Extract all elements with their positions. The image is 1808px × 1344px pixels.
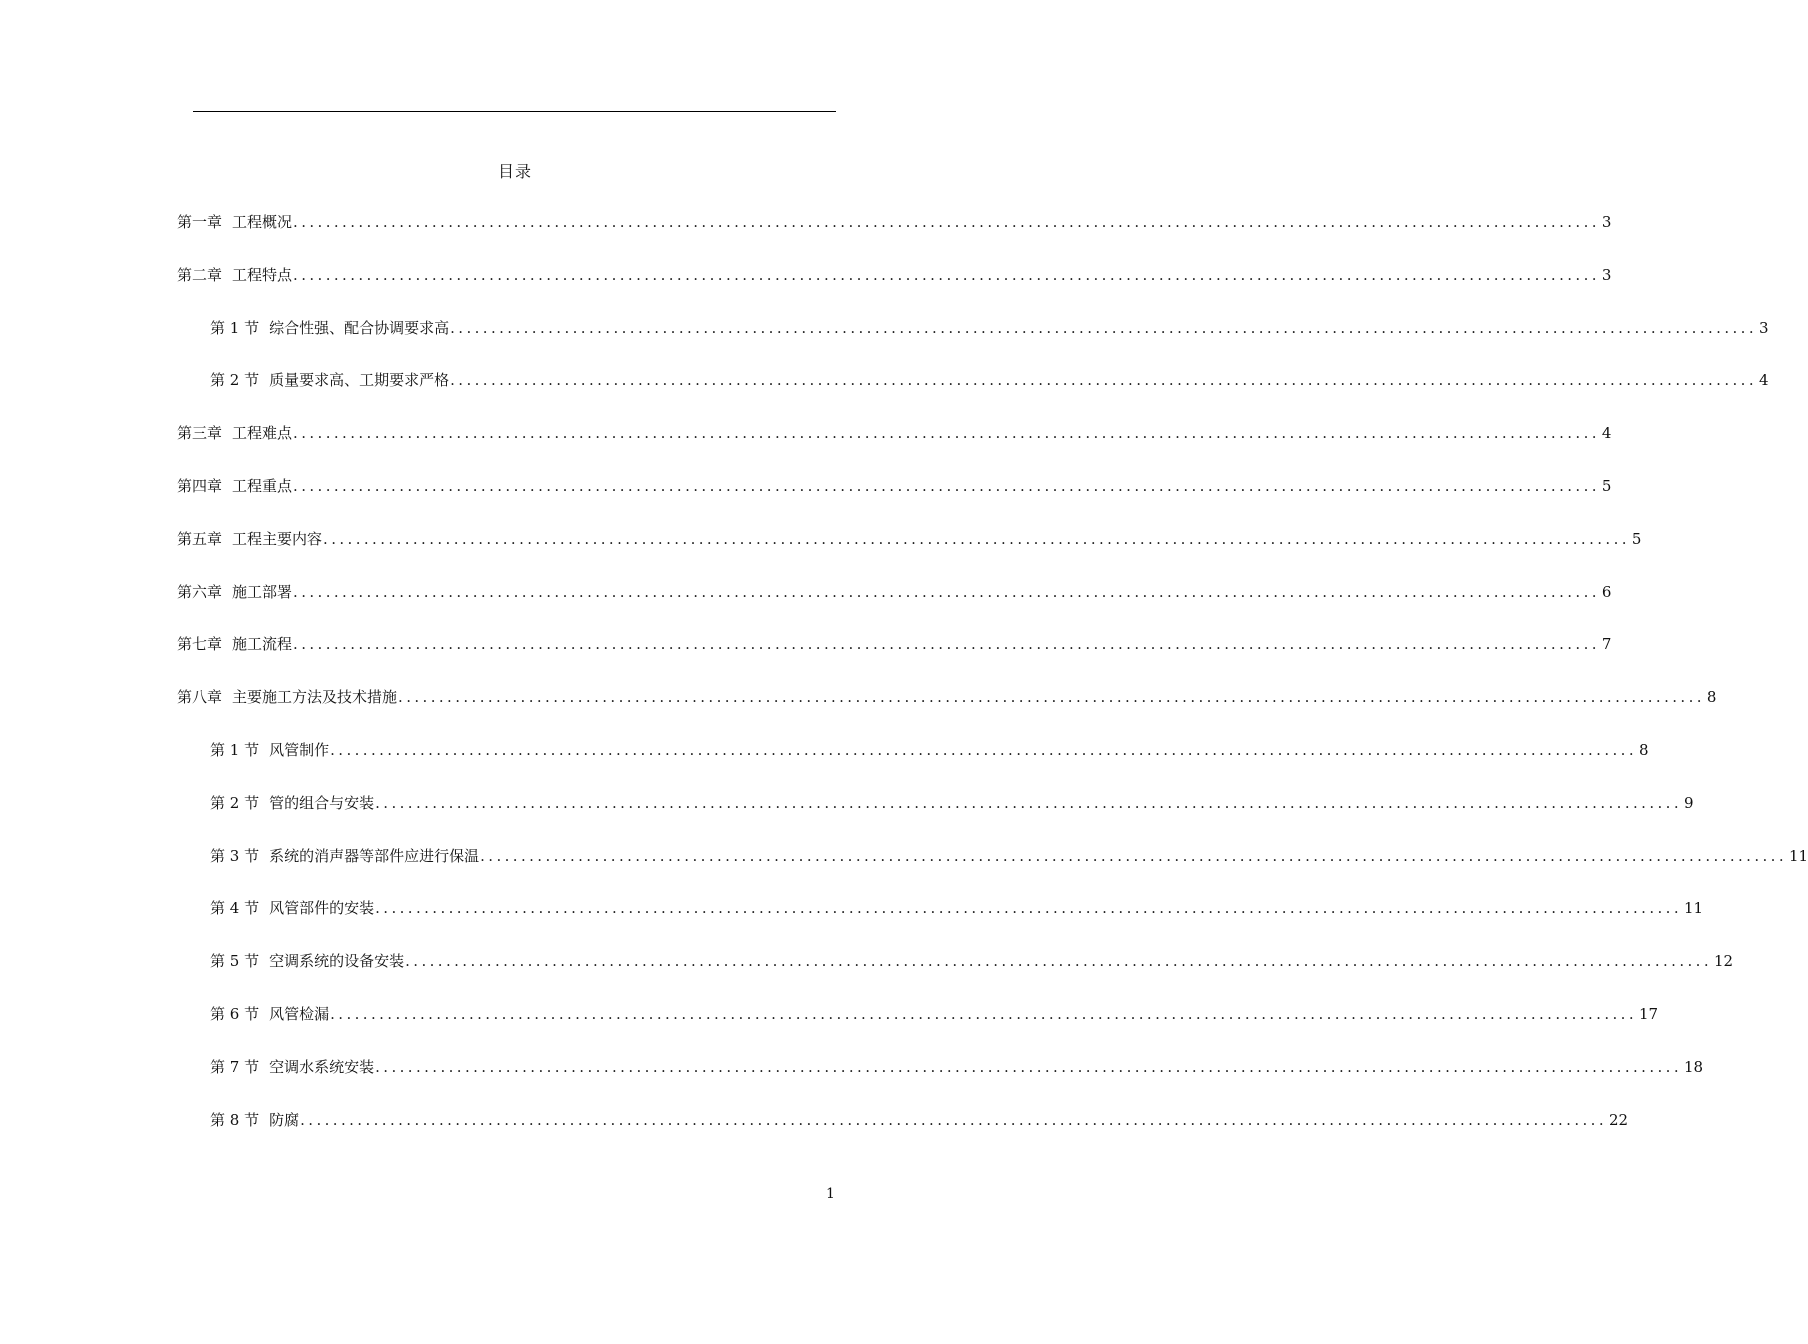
toc-dot-leader: ................................................................................................................................................................ xyxy=(293,424,1600,443)
toc-entry-title: 工程概况 xyxy=(232,213,293,231)
toc-entry-number: 第八章 xyxy=(177,688,223,707)
toc-entry-page: 12 xyxy=(1714,952,1734,971)
toc-entry-page: 9 xyxy=(1684,793,1694,812)
toc-entry[interactable] xyxy=(177,265,1612,285)
toc-entry-number: 第 6 节 xyxy=(210,1005,260,1023)
toc-entry[interactable] xyxy=(210,951,1734,971)
toc-entry[interactable] xyxy=(177,476,1612,496)
toc-entry-title: 风管部件的安装 xyxy=(269,899,375,918)
toc-entry-number: 第 1 节 xyxy=(210,741,260,759)
toc-entry-title: 风管制作 xyxy=(269,741,330,759)
toc-entry-page: 3 xyxy=(1601,213,1612,231)
toc-dot-leader: ................................................................................................................................................................ xyxy=(293,265,1600,284)
toc-entry-number: 第二章 xyxy=(177,265,223,284)
toc-dot-leader: ................................................................................................................................................................ xyxy=(375,899,1682,918)
toc-entry-title: 工程重点 xyxy=(232,477,293,495)
toc-entry[interactable] xyxy=(210,793,1694,813)
toc-entry-page: 18 xyxy=(1684,1057,1704,1076)
toc-entry-title: 空调水系统安装 xyxy=(269,1057,375,1076)
toc-entry-title: 施工流程 xyxy=(232,635,293,654)
toc-entry[interactable] xyxy=(210,740,1649,760)
toc-entry-number: 第一章 xyxy=(177,213,223,231)
toc-entry[interactable] xyxy=(210,846,1808,866)
toc-entry-page: 3 xyxy=(1759,318,1769,337)
toc-entry-page: 7 xyxy=(1601,635,1612,654)
toc-entry-title: 工程主要内容 xyxy=(232,529,323,548)
toc-entry-number: 第四章 xyxy=(177,477,223,495)
toc-dot-leader: ................................................................................................................................................................ xyxy=(293,582,1600,601)
toc-entry[interactable] xyxy=(210,1057,1704,1077)
toc-entry[interactable] xyxy=(210,898,1704,918)
toc-dot-leader: ................................................................................................................................................................ xyxy=(293,213,1600,231)
toc-entry[interactable] xyxy=(177,582,1612,602)
toc-entry-page: 4 xyxy=(1759,371,1769,390)
toc-entry-page: 6 xyxy=(1601,582,1612,601)
toc-dot-leader: ................................................................................................................................................................ xyxy=(293,635,1600,654)
toc-entry-title: 系统的消声器等部件应进行保温 xyxy=(269,846,480,865)
toc-entry-title: 主要施工方法及技术措施 xyxy=(232,688,398,707)
toc-entry-page: 17 xyxy=(1639,1005,1659,1023)
toc-entry-number: 第 8 节 xyxy=(210,1110,260,1129)
toc-dot-leader: ................................................................................................................................................................ xyxy=(293,477,1600,495)
toc-entry[interactable] xyxy=(210,1110,1629,1130)
toc-dot-leader: ................................................................................................................................................................ xyxy=(330,1005,1637,1023)
toc-entry-page: 22 xyxy=(1609,1110,1629,1129)
toc-dot-leader: ................................................................................................................................................................ xyxy=(375,1057,1682,1076)
toc-entry[interactable] xyxy=(177,529,1642,549)
toc-entry-number: 第 1 节 xyxy=(210,318,260,337)
toc-dot-leader: ................................................................................................................................................................ xyxy=(330,741,1637,759)
page-number: 1 xyxy=(826,1186,835,1202)
toc-entry-number: 第 2 节 xyxy=(210,793,260,812)
toc-entry-number: 第三章 xyxy=(177,424,223,443)
toc-dot-leader: ................................................................................................................................................................ xyxy=(300,1110,1607,1129)
toc-entry-title: 管的组合与安装 xyxy=(269,793,375,812)
toc-dot-leader: ................................................................................................................................................................ xyxy=(323,529,1630,548)
toc-entry-page: 11 xyxy=(1789,846,1808,865)
toc-entry-number: 第 3 节 xyxy=(210,846,260,865)
toc-entry[interactable] xyxy=(177,687,1717,707)
toc-entry-title: 施工部署 xyxy=(232,582,293,601)
toc-entry-number: 第七章 xyxy=(177,635,223,654)
toc-entry-number: 第 7 节 xyxy=(210,1057,260,1076)
toc-entry-title: 防腐 xyxy=(269,1110,300,1129)
toc-entry[interactable] xyxy=(210,1004,1659,1024)
toc-dot-leader: ................................................................................................................................................................ xyxy=(480,846,1787,865)
toc-entry-title: 空调系统的设备安装 xyxy=(269,952,405,971)
toc-dot-leader: ................................................................................................................................................................ xyxy=(405,952,1712,971)
toc-dot-leader: ................................................................................................................................................................ xyxy=(375,793,1682,812)
toc-entry[interactable] xyxy=(210,318,1769,338)
toc-entry-number: 第五章 xyxy=(177,529,223,548)
toc-dot-leader: ................................................................................................................................................................ xyxy=(450,371,1757,390)
toc-entry-page: 3 xyxy=(1601,265,1612,284)
toc-entry[interactable] xyxy=(177,423,1612,443)
toc-entry-number: 第六章 xyxy=(177,582,223,601)
toc-entry[interactable] xyxy=(210,370,1769,390)
toc-title: 目录 xyxy=(497,162,532,181)
toc-entry-page: 8 xyxy=(1706,688,1717,707)
toc-entry-page: 4 xyxy=(1601,424,1612,443)
toc-entry[interactable] xyxy=(177,634,1612,654)
toc-entry-title: 工程难点 xyxy=(232,424,293,443)
toc-dot-leader: ................................................................................................................................................................ xyxy=(450,318,1757,337)
toc-entry-number: 第 2 节 xyxy=(210,371,260,390)
toc-entry-title: 工程特点 xyxy=(232,265,293,284)
toc-entry-number: 第 4 节 xyxy=(210,899,260,918)
toc-entry-title: 质量要求高、工期要求严格 xyxy=(269,371,450,390)
toc-entry-page: 5 xyxy=(1601,477,1612,495)
toc-entry-page: 11 xyxy=(1684,899,1704,918)
toc-entry-page: 8 xyxy=(1639,741,1649,759)
toc-entry-title: 风管检漏 xyxy=(269,1005,330,1023)
toc-entry-page: 5 xyxy=(1631,529,1642,548)
toc-entry-number: 第 5 节 xyxy=(210,952,260,971)
toc-entry-title: 综合性强、配合协调要求高 xyxy=(269,318,450,337)
toc-entry[interactable] xyxy=(177,212,1612,232)
toc-dot-leader: ................................................................................................................................................................ xyxy=(398,688,1705,707)
